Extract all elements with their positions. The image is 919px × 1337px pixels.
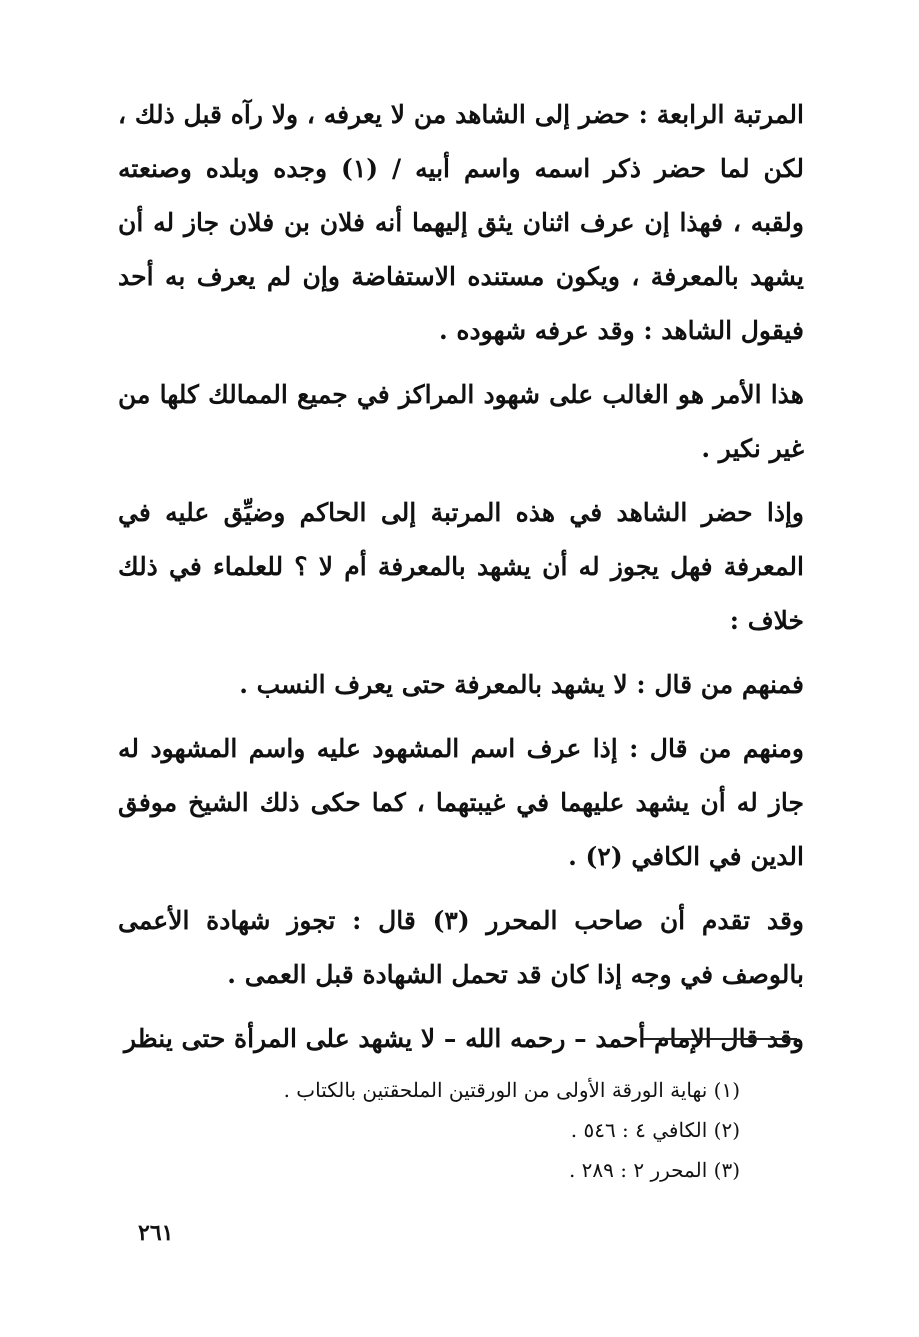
paragraph-1: المرتبة الرابعة : حضر إلى الشاهد من لا يعرفه ، ولا رآه قبل ذلك ، لكن لما حضر ذكر اسمه واسم أبيه / (١) وجده وبلده وصنعته ولقبه ، فهذا إن عرف اثنان يثق إليهما أنه فلان بن فلان جاز له أن يشهد بالمعرفة ، ويكون مستنده الاستفاضة وإن لم يعرف به أحد فيقول الشاهد : وقد عرفه شهوده .: [118, 100, 804, 345]
paragraph-2: هذا الأمر هو الغالب على شهود المراكز في جميع الممالك كلها من غير نكير .: [118, 380, 804, 463]
footnote-1: (١) نهاية الورقة الأولى من الورقتين الملحقتين بالكتاب .: [283, 1078, 740, 1102]
paragraph-6: وقد تقدم أن صاحب المحرر (٣) قال : تجوز شهادة الأعمى بالوصف في وجه إذا كان قد تحمل الشهادة قبل العمى .: [118, 906, 804, 989]
paragraph-5: ومنهم من قال : إذا عرف اسم المشهود عليه واسم المشهود له جاز له أن يشهد عليهما في غيبتهما ، كما حكى ذلك الشيخ موفق الدين في الكافي (٢) .: [118, 734, 804, 871]
paragraph-4: فمنهم من قال : لا يشهد بالمعرفة حتى يعرف النسب .: [239, 670, 804, 699]
footnote-3: (٣) المحرر ٢ : ٢٨٩ .: [568, 1158, 740, 1182]
footnote-2: (٢) الكافي ٤ : ٥٤٦ .: [570, 1118, 740, 1142]
footnotes: [200, 1070, 740, 1190]
paragraph-3: وإذا حضر الشاهد في هذه المرتبة إلى الحاكم وضيِّق عليه في المعرفة فهل يجوز له أن يشهد بالمعرفة أم لا ؟ للعلماء في ذلك خلاف :: [118, 498, 804, 635]
paragraph-7: وقد قال الإمام أحمد – رحمه الله – لا يشهد على المرأة حتى ينظر: [123, 1024, 804, 1053]
main-text-block: [118, 88, 804, 1076]
footnote-divider: [643, 1038, 797, 1040]
page-number: ٢٦١: [138, 1220, 174, 1246]
